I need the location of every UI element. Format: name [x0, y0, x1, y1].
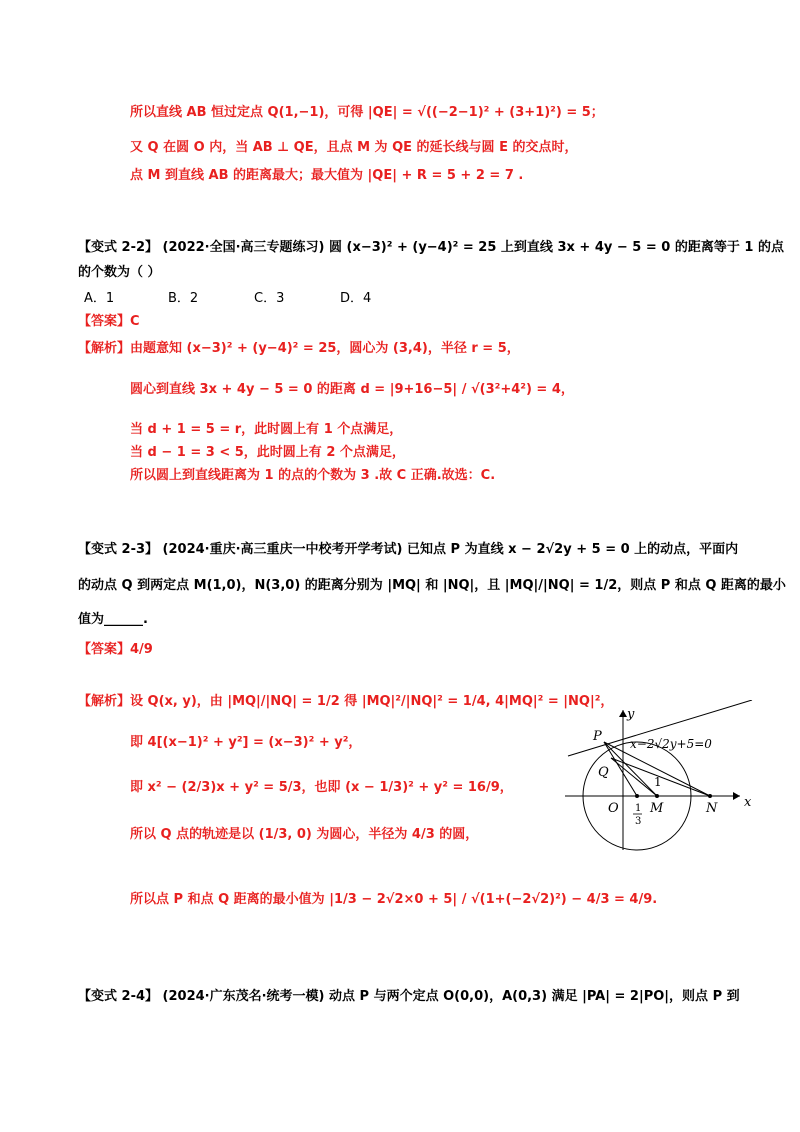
q23-answer-tag: 【答案】: [78, 642, 131, 657]
block1-line-3: 点 M 到直线 AB 的距离最大；最大值为 |QE| + R = 5 + 2 = 7 .: [130, 168, 524, 183]
q23-analysis-1: 设 Q(x, y)，由 |MQ|/|NQ| = 1/2 得 |MQ|²/|NQ|² = 1/4, 4|MQ|² = |NQ|²，: [130, 694, 614, 709]
q22-analysis-row: [78, 339, 520, 359]
q22-option-b: B．2: [168, 291, 199, 306]
q22-analysis-4: 当 d − 1 = 3 < 5，此时圆上有 2 个点满足，: [130, 445, 405, 460]
q23-analysis-tag: 【解析】: [78, 694, 131, 709]
q23-header-3: 值为______.: [78, 612, 148, 627]
q22-header: 【变式 2-2】 (2022·全国·高三专题练习) 圆 (x−3)² + (y−4)² = 25 上到直线 3x + 4y − 5 = 0 的距离等于 1 的点: [78, 240, 784, 255]
q23-analysis-4: 所以 Q 点的轨迹是以 (1/3, 0) 为圆心，半径为 4/3 的圆，: [130, 827, 479, 842]
y-axis-arrow: [619, 710, 627, 717]
q22-analysis-5: 所以圆上到直线距离为 1 的点的个数为 3 .故 C 正确.故选：C.: [130, 468, 496, 483]
label-p: P: [593, 729, 602, 744]
q22-answer-row: [78, 312, 140, 332]
q23-answer: 4/9: [130, 642, 153, 657]
q23-analysis-5: 所以点 P 和点 Q 距离的最小值为 |1/3 − 2√2×0 + 5| / √(1+(−2√2)²) − 4/3 = 4/9.: [130, 892, 658, 907]
q22-analysis-2: 圆心到直线 3x + 4y − 5 = 0 的距离 d = |9+16−5| / √(3²+4²) = 4，: [130, 382, 574, 397]
q23-analysis-3: 即 x² − (2/3)x + y² = 5/3，也即 (x − 1/3)² + y² = 16/9，: [130, 780, 513, 795]
label-o: O: [608, 801, 619, 816]
center-point: [635, 794, 639, 798]
coordinate-figure: [560, 700, 760, 860]
q22-analysis-3: 当 d + 1 = 5 = r，此时圆上有 1 个点满足，: [130, 422, 403, 437]
point-n: [708, 794, 712, 798]
q23-answer-row: [78, 640, 153, 660]
label-m: M: [650, 801, 664, 816]
q24-header: 【变式 2-4】 (2024·广东茂名·统考一模) 动点 P 与两个定点 O(0,0)，A(0,3) 满足 |PA| = 2|PO|，则点 P 到: [78, 989, 740, 1004]
q23-header-2: 的动点 Q 到两定点 M(1,0)，N(3,0) 的距离分别为 |MQ| 和 |NQ|，且 |MQ|/|NQ| = 1/2，则点 P 和点 Q 距离的最小: [78, 578, 786, 593]
q22-analysis-tag: 【解析】: [78, 341, 131, 356]
block1-line-1: 所以直线 AB 恒过定点 Q(1,−1)，可得 |QE| = √((−2−1)² + (3+1)²) = 5；: [130, 105, 604, 120]
q22-analysis-1: 由题意知 (x−3)² + (y−4)² = 25，圆心为 (3,4)，半径 r = 5，: [130, 341, 520, 356]
line-label: x−2√2y+5=0: [630, 737, 712, 751]
label-third-den: 3: [635, 816, 642, 827]
q23-header: 【变式 2-3】 (2024·重庆·高三重庆一中校考开学考试) 已知点 P 为直线 x − 2√2y + 5 = 0 上的动点，平面内: [78, 542, 739, 557]
q22-answer-tag: 【答案】: [78, 314, 131, 329]
y-label: y: [627, 707, 635, 722]
label-q: Q: [598, 765, 609, 780]
label-n: N: [706, 801, 718, 816]
q22-header-2: 的个数为（ ）: [78, 265, 161, 280]
q22-answer: C: [130, 314, 140, 329]
x-axis-arrow: [733, 792, 740, 800]
q22-option-d: D．4: [340, 291, 372, 306]
label-third-num: 1: [635, 803, 642, 814]
x-label: x: [744, 795, 752, 810]
q23-analysis-2: 即 4[(x−1)² + y²] = (x−3)² + y²，: [130, 735, 362, 750]
q22-option-c: C．3: [254, 291, 285, 306]
label-radius-one: 1: [654, 775, 662, 789]
q23-analysis-row: [78, 692, 613, 712]
q22-option-a: A．1: [84, 291, 115, 306]
block1-line-2: 又 Q 在圆 O 内，当 AB ⊥ QE，且点 M 为 QE 的延长线与圆 E 的交点时，: [130, 140, 578, 155]
point-m: [655, 794, 659, 798]
